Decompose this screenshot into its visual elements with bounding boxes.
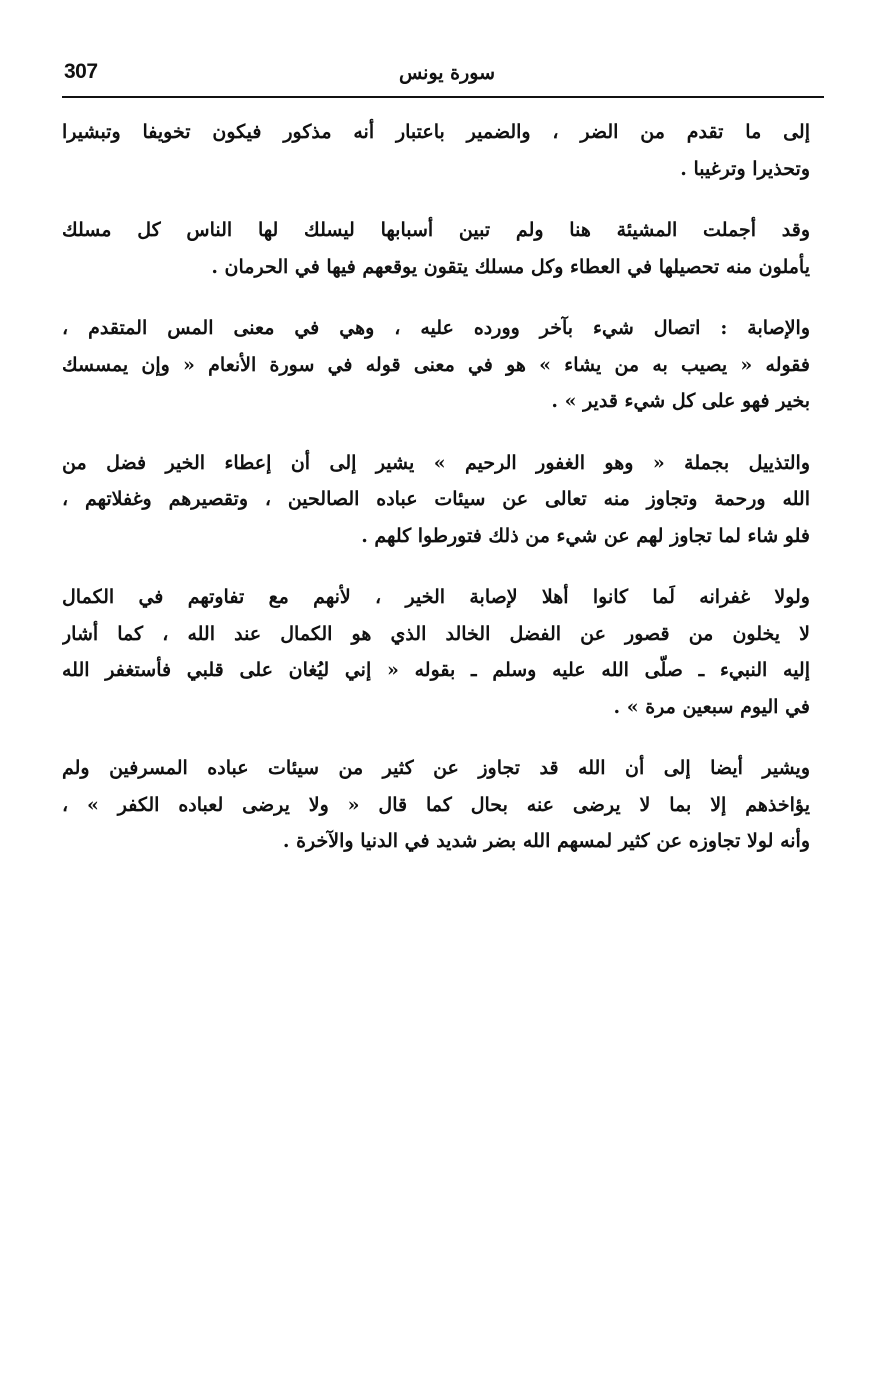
text-line: وتحذيرا وترغيبا . bbox=[680, 157, 810, 180]
page-body bbox=[62, 114, 810, 885]
page-number: 307 bbox=[64, 60, 98, 83]
text-line: لا يخلون من قصور عن الفضل الخالد الذي هو الكمال عند الله ، كما أشار bbox=[62, 622, 810, 645]
page-header bbox=[62, 58, 824, 100]
paragraph-3 bbox=[62, 310, 810, 420]
text-line: والإصابة : اتصال شيء بآخر وورده عليه ، وهي في معنى المس المتقدم ، bbox=[62, 317, 810, 339]
text-line: بخير فهو على كل شيء قدير » . bbox=[551, 390, 810, 412]
text-line: فلو شاء لما تجاوز لهم عن شيء من ذلك فتورطوا كلهم . bbox=[361, 524, 810, 547]
text-line: ويشير أيضا إلى أن الله قد تجاوز عن كثير من سيئات عباده المسرفين ولم bbox=[62, 757, 810, 779]
header-divider bbox=[62, 96, 824, 98]
text-line: في اليوم سبعين مرة » . bbox=[613, 695, 810, 718]
running-title: سورة يونس bbox=[398, 62, 496, 84]
text-line: وقد أجملت المشيئة هنا ولم تبين أسبابها ليسلك لها الناس كل مسلك bbox=[62, 219, 810, 241]
paragraph-4 bbox=[62, 445, 810, 555]
text-line: الله ورحمة وتجاوز منه تعالى عن سيئات عباده الصالحين ، وتقصيرهم وغفلاتهم ، bbox=[62, 488, 810, 510]
text-line: وأنه لولا تجاوزه عن كثير لمسهم الله بضر شديد في الدنيا والآخرة . bbox=[282, 830, 810, 852]
text-line: ولولا غفرانه لَما كانوا أهلا لإصابة الخير ، لأنهم مع تفاوتهم في الكمال bbox=[62, 586, 810, 608]
paragraph-6 bbox=[62, 750, 810, 860]
text-line: يؤاخذهم إلا بما لا يرضى عنه بحال كما قال « ولا يرضى لعباده الكفر » ، bbox=[62, 793, 810, 816]
paragraph-5 bbox=[62, 579, 810, 725]
text-line: إلى ما تقدم من الضر ، والضمير باعتبار أنه مذكور فيكون تخويفا وتبشيرا bbox=[62, 121, 810, 143]
paragraph-2 bbox=[62, 212, 810, 285]
paragraph-1 bbox=[62, 114, 810, 187]
text-line: فقوله « يصيب به من يشاء » هو في معنى قوله في سورة الأنعام « وإن يمسسك bbox=[62, 353, 810, 376]
text-line: يأملون منه تحصيلها في العطاء وكل مسلك يتقون يوقعهم فيها في الحرمان . bbox=[211, 255, 810, 278]
text-line: والتذييل بجملة « وهو الغفور الرحيم » يشير إلى أن إعطاء الخير فضل من bbox=[62, 451, 810, 474]
text-line: إليه النبيء ـ صلّى الله عليه وسلم ـ بقوله « إني ليُغان على قلبي فأستغفر الله bbox=[62, 659, 810, 681]
